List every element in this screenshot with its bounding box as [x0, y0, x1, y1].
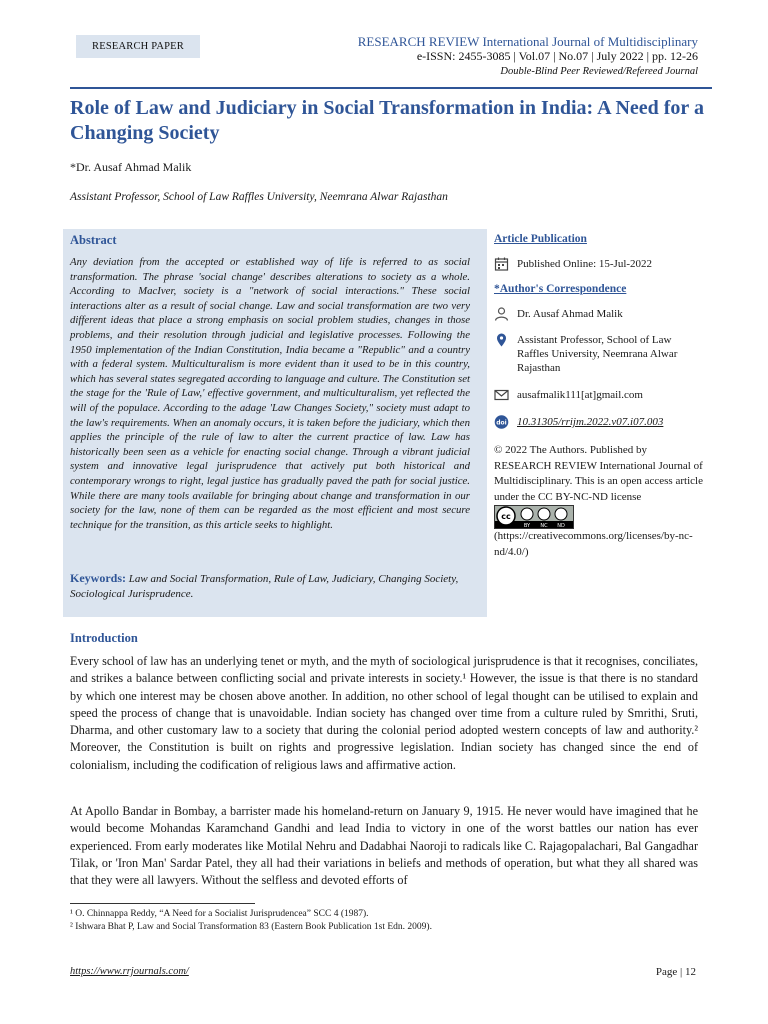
introduction-paragraph-1: Every school of law has an underlying tenet or myth, and the myth of sociological jurisprudence is that it recognises, conciliates, and strikes a balance between conflicting social and private interests in society.¹ However, the issue is that there is no standard by which one interest may be chosen above another. In addition, no other school of legal thought can be utilised to explain and speed the process of change that is unavoidable. Indian society has changed over time from a culture ruled by Smrithi, Sruti, Dharma, and other customary law to a society that during the colonial period adopted western concepts of law and authority.² Moreover, the Constitution is built on rights and progressive legislation. Indian society has changed since the end of colonialism, including the codification of religious laws and affirmative action.	[70, 654, 698, 772]
author-name: *Dr. Ausaf Ahmad Malik	[70, 160, 192, 174]
doi-row	[494, 415, 663, 429]
keywords-list: Law and Social Transformation, Rule of Law, Judiciary, Changing Society, Sociological Jurisprudence.	[70, 573, 459, 600]
author-correspondence-heading[interactable]: *Author's Correspondence	[494, 283, 627, 295]
cc-by-nc-nd-icon	[495, 506, 573, 528]
keywords	[70, 571, 470, 602]
footer-url[interactable]: https://www.rrjournals.com/	[70, 966, 189, 977]
svg-text:doi: doi	[496, 419, 507, 427]
research-paper-badge: RESEARCH PAPER	[76, 35, 200, 58]
published-row	[494, 257, 652, 271]
footnote-divider	[70, 903, 255, 904]
cc-license-badge[interactable]	[494, 505, 574, 529]
abstract-heading: Abstract	[70, 233, 117, 247]
cc-nc-label: NC	[540, 523, 548, 528]
doi-icon	[494, 415, 510, 429]
license-text: © 2022 The Authors. Published by RESEARCH REVIEW International Journal of Multidisciplinary. This is an open access article under the CC BY-NC-ND license	[494, 444, 703, 503]
introduction-heading: Introduction	[70, 631, 138, 645]
page-number: Page | 12	[655, 966, 696, 978]
correspondence-affiliation: Assistant Professor, School of Law Raffles University, Neemrana Alwar Rajasthan	[517, 334, 678, 374]
cc-by-label: BY	[523, 523, 531, 528]
correspondence-name: Dr. Ausaf Ahmad Malik	[517, 308, 623, 320]
email-row	[494, 388, 643, 402]
journal-type: Double-Blind Peer Reviewed/Refereed Journal	[500, 66, 698, 77]
published-date: Published Online: 15-Jul-2022	[517, 258, 653, 270]
footnote-2: ² Ishwara Bhat P, Law and Social Transformation 83 (Eastern Book Publication 1st Edn. 2009).	[70, 922, 432, 932]
person-icon	[494, 307, 510, 321]
journal-name[interactable]: RESEARCH REVIEW International Journal of Multidisciplinary	[357, 34, 698, 49]
calendar-icon	[494, 257, 510, 271]
license-block	[494, 443, 704, 560]
footnote-1: ¹ O. Chinnappa Reddy, “A Need for a Socialist Jurisprudencea” SCC 4 (1987).	[70, 909, 369, 919]
author-affiliation: Assistant Professor, School of Law Raffles University, Neemrana Alwar Rajasthan	[70, 191, 448, 203]
correspondence-name-row	[494, 307, 623, 321]
doi-link[interactable]: 10.31305/rrijm.2022.v07.i07.003	[517, 416, 664, 428]
header-divider	[70, 87, 712, 89]
introduction-paragraph-2: At Apollo Bandar in Bombay, a barrister made his homeland-return on January 9, 1915. He never would have imagined that he would become Mohandas Karamchand Gandhi and lead India to victory in one of the worst battles our nation has ever experienced. From early moderates like Motilal Nehru and Dadabhai Naoroji to radicals like C. Rajagopalachari, Bal Gangadhar Tilak, or 'Iron Man' Sardar Patel, they all had their variations in beliefs and methods of operation, but what they all shared was that they were all lawyers. Without the selfless and devoted efforts of	[70, 804, 698, 888]
location-pin-icon	[494, 333, 510, 347]
article-title: Role of Law and Judiciary in Social Transformation in India: A Need for a Changing Society	[70, 97, 704, 144]
article-publication-heading[interactable]: Article Publication	[494, 233, 587, 245]
keywords-label: Keywords:	[70, 571, 126, 585]
journal-info: e-ISSN: 2455-3085 | Vol.07 | No.07 | July 2022 | pp. 12-26	[416, 49, 698, 63]
cc-nd-label: ND	[557, 523, 565, 528]
license-url[interactable]: (https://creativecommons.org/licenses/by-nc-nd/4.0/)	[494, 530, 693, 558]
email-address[interactable]: ausafmalik111[at]gmail.com	[517, 389, 643, 401]
correspondence-affiliation-row	[494, 333, 704, 375]
svg-text:cc: cc	[501, 512, 511, 521]
journal-header	[358, 34, 698, 79]
email-icon	[494, 388, 510, 402]
abstract-text: Any deviation from the accepted or established way of life is referred to as social transformation. The phrase 'social change' describes alterations to society as a whole. According to MacIver, society is a "network of social interactions." These social interactions alter as a result of social change. Law and social transformation are two very different ideas that place a strong emphasis on social problem studies, changes in those problems, and their resolution through judicial and legislative processes. Following the 1950 implementation of the Indian Constitution, India became a "Republic" and a country with a federal system. Multiculturalism is more evident than it used to be in this country, which has several states segregated according to language and culture. The Constitution set the stage for the 'Rule of Law,' effective government, and multiculturalism, yet reflected the will of the populace. According to the adage 'Law Changes Society," society must adapt to the law's requirements. When an anomaly occurs, it is taken before the judiciary, which then applies the principle of the rule of law to alter the current practice of law. Law has historically been seen as a vehicle for enacting social change. Through a vibrant judicial system and innovative legal jurisprudence that actively put both historical and contemporary wrongs to right, legal justice has gradually paved the path for social justice. While there are many tools available for bringing about change and transformation in our society for the law, none of them can be regarded as the most efficient and most secure technique for the transition, as this article seeks to highlight.	[70, 256, 470, 531]
